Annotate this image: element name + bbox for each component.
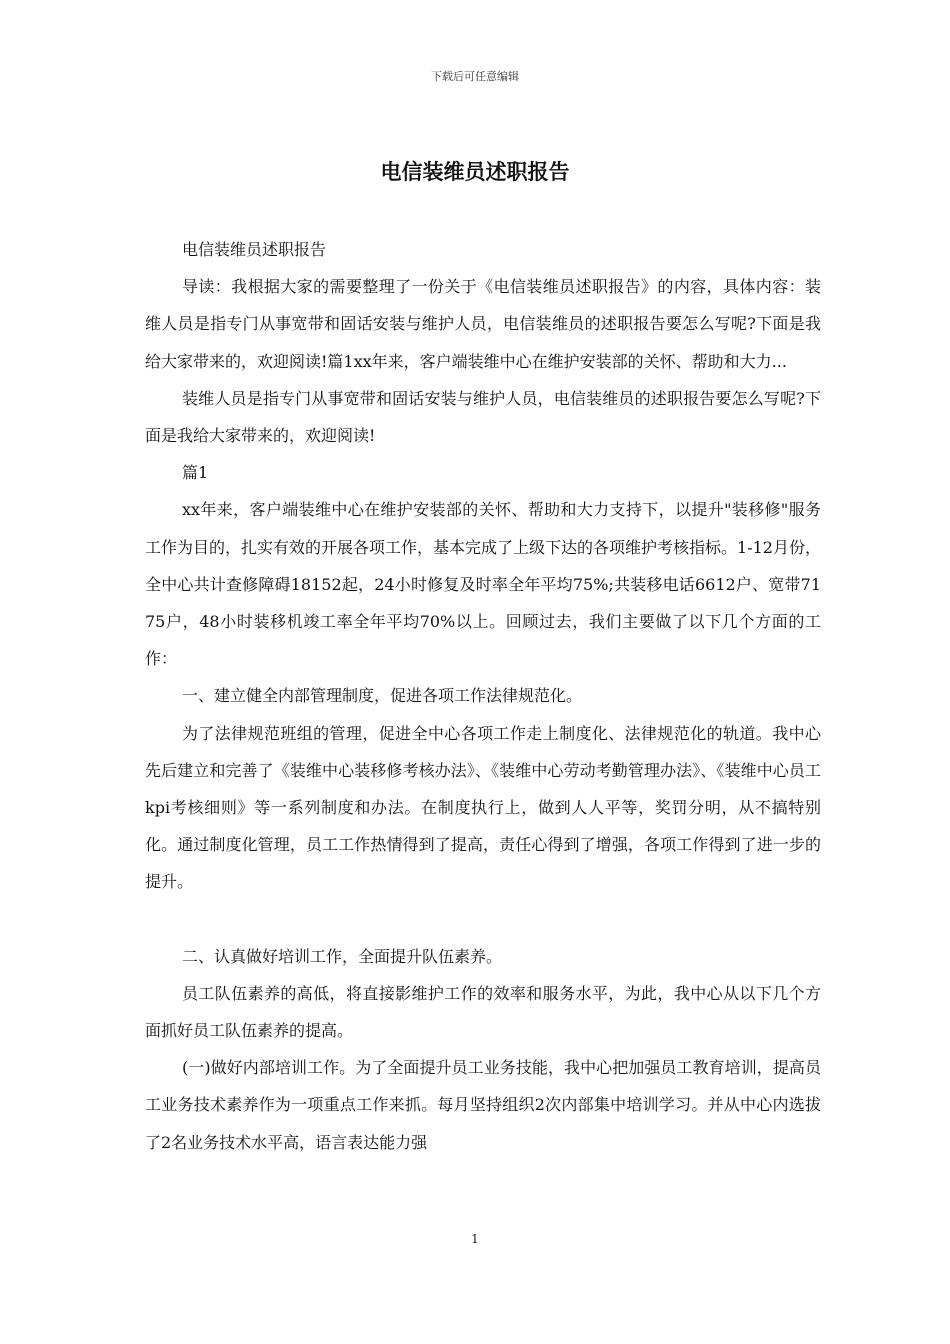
paragraph-management: 为了法律规范班组的管理，促进全中心各项工作走上制度化、法律规范化的轨道。我中心先后建立和完善了《装维中心装移修考核办法》、《装维中心劳动考勤管理办法》、《装维中心员工kpi考核细则》等一系列制度和办法。在制度执行上，做到人人平等，奖罚分明，从不搞特别化。通过制度化管理，员工工作热情得到了提高，责任心得到了增强，各项工作得到了进一步的提升。 xyxy=(145,723,821,892)
paragraph-team-quality: 员工队伍素养的高低，将直接影维护工作的效率和服务水平，为此，我中心从以下几个方面抓好员工队伍素养的提高。 xyxy=(145,983,821,1041)
paragraph-intro: 导读：我根据大家的需要整理了一份关于《电信装维员述职报告》的内容，具体内容：装维人员是指专门从事宽带和固话安装与维护人员，电信装维员的述职报告要怎么写呢?下面是我给大家带来的，欢迎阅读!篇1xx年来，客户端装维中心在维护安装部的关怀、帮助和大力... xyxy=(145,277,821,371)
document-title: 电信装维员述职报告 xyxy=(380,159,570,184)
page-number: 1 xyxy=(471,1232,479,1246)
paragraph-section-label: 篇1 xyxy=(182,463,209,483)
heading-section-two: 二、认真做好培训工作，全面提升队伍素养。 xyxy=(182,946,503,966)
document-body xyxy=(145,231,821,1161)
paragraph-overview: xx年来，客户端装维中心在维护安装部的关怀、帮助和大力支持下，以提升"装移修"服务工作为目的，扎实有效的开展各项工作，基本完成了上级下达的各项维护考核指标。1-12月份，全中心共计查修障碍18152起，24小时修复及时率全年平均75%;共装移电话6612户、宽带7175户，48小时装移机竣工率全年平均70%以上。回顾过去，我们主要做了以下几个方面的工作： xyxy=(145,500,821,669)
paragraph-summary: 装维人员是指专门从事宽带和固话安装与维护人员，电信装维员的述职报告要怎么写呢?下面是我给大家带来的，欢迎阅读! xyxy=(145,388,821,446)
paragraph-subtitle: 电信装维员述职报告 xyxy=(182,240,327,259)
heading-section-one: 一、建立健全内部管理制度，促进各项工作法律规范化。 xyxy=(182,686,583,706)
paragraph-training: (一)做好内部培训工作。为了全面提升员工业务技能，我中心把加强员工教育培训，提高员工业务技术素养作为一项重点工作来抓。每月坚持组织2次内部集中培训学习。并从中心内选拔了2名业务技术水平高，语言表达能力强 xyxy=(145,1058,821,1152)
page-header-note: 下载后可任意编辑 xyxy=(431,70,519,83)
